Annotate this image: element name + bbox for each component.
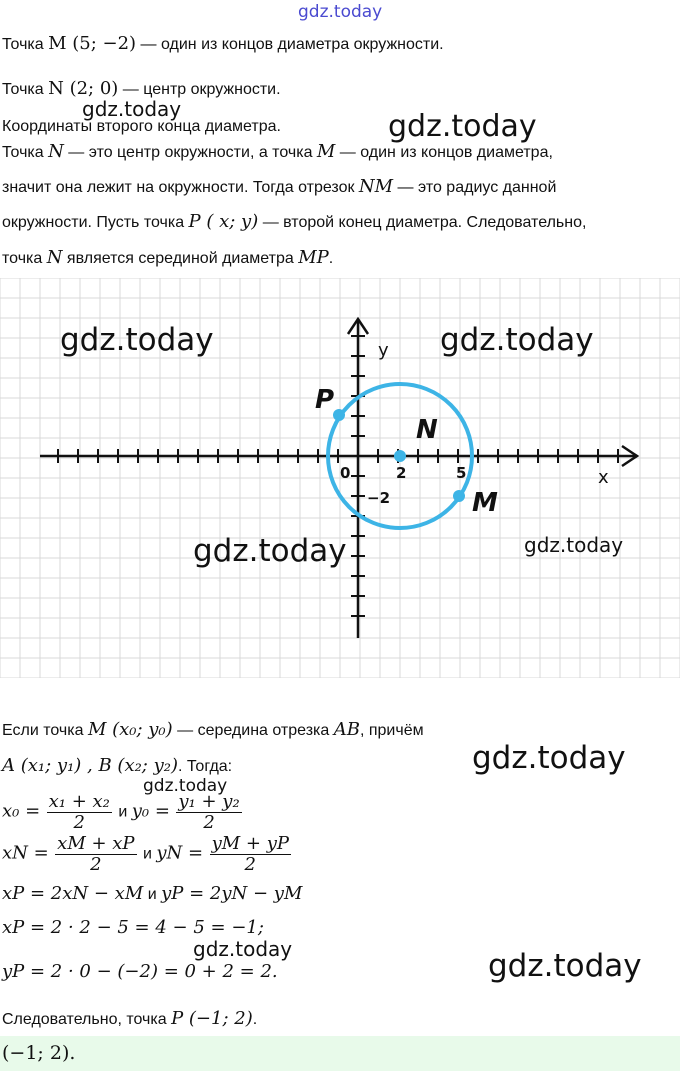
watermark-5: gdz.today [193, 533, 347, 569]
points-a-b: A (x₁; y₁) , B (x₂; y₂) [2, 755, 179, 776]
segment-ab: AB [333, 719, 360, 740]
intro-line-1 [2, 34, 444, 55]
tick-label-2: 2 [396, 464, 407, 482]
f3-num2: y₁ + y₂ [178, 791, 240, 812]
f3-lhs2: y₀ = [131, 800, 170, 822]
tick-label-5: 5 [456, 464, 467, 482]
intro-l4-post: — один из концов диаметра, [335, 144, 553, 161]
point-p-xy: P ( x; y) [188, 211, 259, 232]
var-m: M [316, 141, 336, 162]
intro-l2-pre: Точка [2, 81, 49, 98]
intro-l4-pre: Точка [2, 144, 49, 161]
watermark-1: gdz.today [82, 97, 182, 121]
point-m [453, 490, 465, 502]
f5-and: и [147, 886, 157, 903]
f8-post: . [252, 1011, 258, 1028]
f4-and: и [143, 845, 152, 863]
label-m: M [472, 488, 498, 518]
watermark-2: gdz.today [388, 109, 537, 144]
midpoint-m: M (x₀; y₀) [87, 719, 173, 740]
watermark-4: gdz.today [440, 322, 594, 358]
watermark-6: gdz.today [524, 533, 624, 557]
formula-line-4 [2, 834, 293, 875]
answer-text: (−1; 2). [2, 1042, 76, 1064]
watermark-8: gdz.today [143, 776, 228, 796]
conclusion-line [2, 1009, 257, 1030]
watermark-top: gdz.today [298, 2, 383, 22]
f3-den2: 2 [203, 812, 215, 833]
watermark-3: gdz.today [60, 322, 214, 358]
intro-line-3: Координаты второго конца диаметра. [2, 118, 281, 135]
f3-and: и [118, 803, 128, 821]
formula-line-6: xP = 2 · 2 − 5 = 4 − 5 = −1; [2, 917, 264, 938]
tick-label-minus-2: −2 [367, 489, 391, 507]
f1-pre: Если точка [2, 722, 88, 739]
f1-post: , причём [359, 722, 424, 739]
intro-l7-mid: является серединой диаметра [62, 250, 299, 267]
formula-line-5 [2, 884, 302, 905]
point-p-result: P (−1; 2) [171, 1008, 253, 1029]
watermark-7: gdz.today [472, 740, 626, 776]
point-n [394, 450, 406, 462]
f4-lhs2: yN = [156, 842, 204, 864]
watermark-9: gdz.today [193, 937, 293, 961]
intro-line-7 [2, 248, 333, 269]
formula-line-2 [2, 756, 232, 777]
f4-num2: yM + yP [211, 833, 289, 854]
intro-l6-post: — второй конец диаметра. Следовательно, [258, 214, 587, 231]
intro-line-5 [2, 177, 556, 198]
intro-l1-post: — один из концов диаметра окружности. [136, 36, 444, 53]
point-m-coords: M (5; −2) [48, 33, 137, 54]
f3-fraction-2 [176, 792, 241, 833]
axis-label-x: x [598, 467, 609, 488]
formula-line-1 [2, 720, 424, 741]
f3-num: x₁ + x₂ [48, 791, 110, 812]
point-n-coords: N (2; 0) [48, 78, 119, 99]
f4-lhs: xN = [2, 842, 49, 864]
f3-lhs: x₀ = [2, 800, 41, 822]
var-nm: NM [358, 176, 394, 197]
f1-mid: — середина отрезка [172, 722, 334, 739]
intro-l5-post: — это радиус данной [393, 179, 557, 196]
var-n-2: N [46, 247, 63, 268]
f8-pre: Следовательно, точка [2, 1011, 172, 1028]
watermark-10: gdz.today [488, 948, 642, 984]
f3-den: 2 [73, 812, 85, 833]
var-n: N [48, 141, 64, 162]
point-p [333, 409, 345, 421]
f4-fraction-2 [210, 834, 291, 875]
answer-box [0, 1036, 680, 1071]
intro-l2-post: — центр окружности. [118, 81, 281, 98]
label-p: P [315, 385, 335, 415]
f5-b: yP = 2yN − yM [161, 883, 303, 904]
intro-l6-pre: окружности. Пусть точка [2, 214, 189, 231]
intro-l4-mid: — это центр окружности, а точка [63, 144, 317, 161]
f4-den: 2 [90, 854, 102, 875]
intro-l7-pre: точка [2, 250, 47, 267]
axis-label-y: y [378, 340, 389, 361]
intro-line-6 [2, 212, 586, 233]
intro-line-4 [2, 142, 553, 163]
intro-l5-pre: значит она лежит на окружности. Тогда отрезок [2, 179, 359, 196]
origin-label: 0 [340, 464, 351, 482]
formula-line-3 [2, 792, 244, 833]
f4-den2: 2 [244, 854, 256, 875]
intro-l1-pre: Точка [2, 36, 49, 53]
intro-l7-post: . [328, 250, 334, 267]
label-n: N [416, 415, 438, 445]
f2-post: . Тогда: [178, 758, 233, 775]
formula-line-7: yP = 2 · 0 − (−2) = 0 + 2 = 2. [2, 961, 278, 982]
f3-fraction [47, 792, 112, 833]
var-mp: MP [298, 247, 329, 268]
f4-num: xM + xP [57, 833, 135, 854]
f5-a: xP = 2xN − xM [2, 883, 144, 904]
f4-fraction [55, 834, 136, 875]
